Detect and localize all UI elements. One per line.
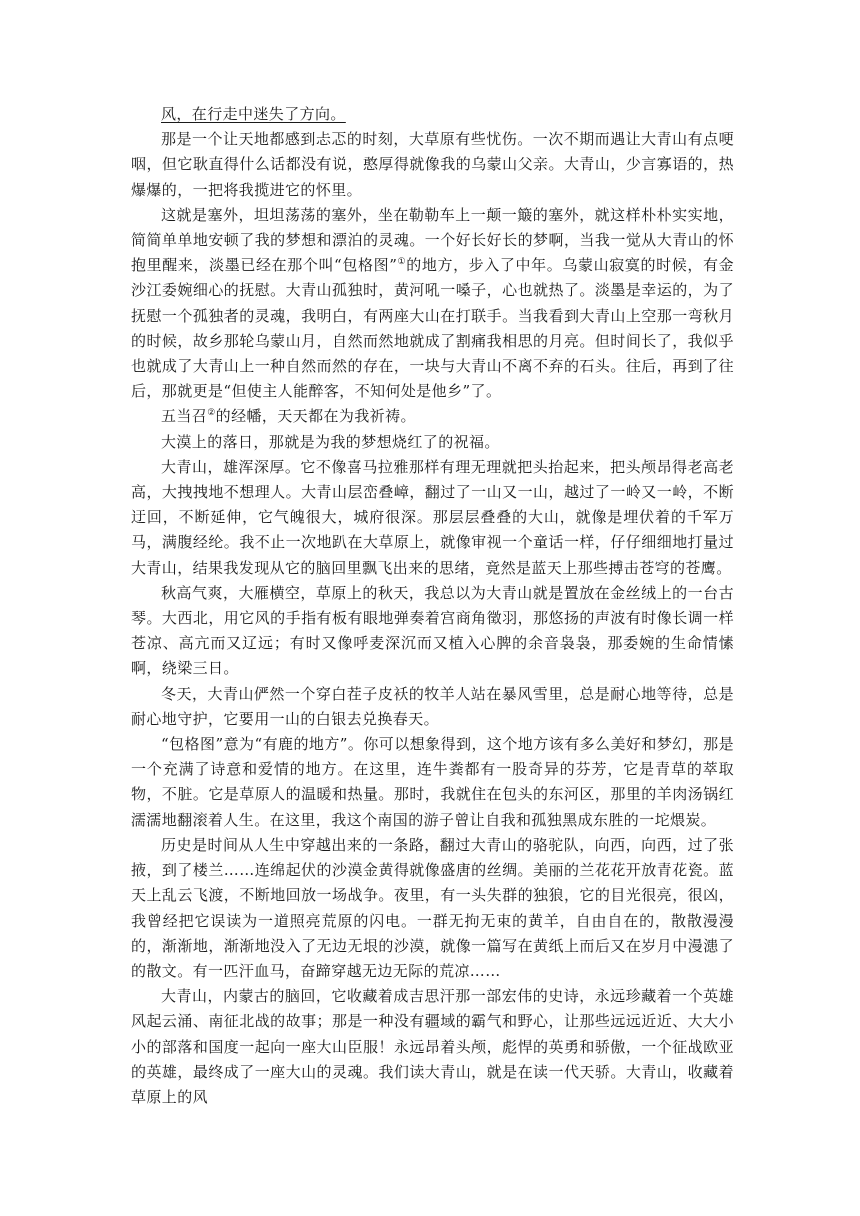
- paragraph-5: 大漠上的落日，那就是为我的梦想烧红了的祝福。: [161, 432, 500, 451]
- document-body: [131, 102, 734, 1110]
- paragraph-6: 大青山，雄浑深厚。它不像喜马拉雅那样有理无理就把头抬起来，把头颅昂得老高老高，大拽拽地不想理人。大青山层峦叠嶂，翻过了一山又一山，越过了一岭又一岭，不断迂回，不断延伸，它气魄很大，城府很深。那层层叠叠的大山，就像是埋伏着的千军万马，满腹经纶。我不止一次地趴在大草原上，就像审视一个童话一样，仔仔细细地打量过大青山，结果我发现从它的脑回里飘飞出来的思绪，竟然是蓝天上那些搏击苍穹的苍鹰。: [131, 457, 734, 577]
- paragraph-7: 秋高气爽，大雁横空，草原上的秋天，我总以为大青山就是置放在金丝绒上的一台古琴。大西北，用它风的手指有板有眼地弹奏着宫商角徵羽，那悠扬的声波有时像长调一样苍凉、高亢而又辽远；有时又像呼麦深沉而又植入心脾的余音袅袅，那委婉的生命情愫啊，绕梁三日。: [131, 583, 734, 678]
- paragraph-3: [131, 203, 734, 405]
- paragraph-2: 那是一个让天地都感到忐忑的时刻，大草原有些忧伤。一次不期而遇让大青山有点哽咽，但它耿直得什么话都没有说，憨厚得就像我的乌蒙山父亲。大青山，少言寡语的，热爆爆的，一把将我揽进它的怀里。: [131, 130, 734, 199]
- paragraph-10: 历史是时间从人生中穿越出来的一条路，翻过大青山的骆驼队，向西，向西，过了张掖，到了楼兰……连绵起伏的沙漠金黄得就像盛唐的丝绸。美丽的兰花花开放青花瓷。蓝天上乱云飞渡，不断地回放一场战争。夜里，有一头失群的独狼，它的目光很亮，很凶，我曾经把它误读为一道照亮荒原的闪电。一群无拘无束的黄羊，自由自在的，散散漫漫的，渐渐地，渐渐地没入了无边无垠的沙漠，就像一篇写在黄纸上而后又在岁月中漫漶了的散文。有一匹汗血马，奋蹄穿越无边无际的荒凉……: [131, 835, 734, 980]
- footnote-marker-1: ①: [397, 257, 407, 268]
- paragraph-1: [131, 102, 734, 127]
- paragraph-11: 大青山，内蒙古的脑回，它收藏着成吉思汗那一部宏伟的史诗，永远珍藏着一个英雄风起云涌、南征北战的故事；那是一种没有疆域的霸气和野心，让那些远远近近、大大小小的部落和国度一起向一座大山臣服！永远昂着头颅，彪悍的英勇和骄傲，一个征战欧亚的英雄，最终成了一座大山的灵魂。我们读大青山，就是在读一代天骄。大青山，收藏着草原上的风: [131, 987, 734, 1106]
- paragraph-4: [131, 404, 734, 429]
- underlined-sentence: 风，在行走中迷失了方向。: [161, 105, 346, 123]
- paragraph-9: “包格图”意为“有鹿的地方”。你可以想象得到，这个地方该有多么美好和梦幻，那是一个充满了诗意和爱情的地方。在这里，连牛粪都有一股奇异的芬芳，它是青草的萃取物，不脏。它是草原人的温暖和热量。那时，我就住在包头的东河区，那里的羊肉汤锅红濡濡地翻滚着人生。在这里，我这个南国的游子曾让自我和孤独黑成东胜的一坨煨炭。: [131, 735, 734, 829]
- paragraph-3-part-b: 的地方，步入了中年。乌蒙山寂寞的时候，有金沙江委婉细心的抚慰。大青山孤独时，黄河吼一嗓子，心也就热了。淡墨是幸运的，为了抚慰一个孤独者的灵魂，我明白，有两座大山在打联手。当我看到大青山上空那一弯秋月的时候，故乡那轮乌蒙山月，自然而然地就成了割痛我相思的月亮。但时间长了，我似乎也就成了大青山上一种自然而然的存在，一块与大青山不离不弃的石头。往后，再到了往后，那就更是“但使主人能醉客，不知何处是他乡”了。: [131, 256, 735, 401]
- paragraph-4-part-b: 的经幡，天天都在为我祈祷。: [215, 407, 416, 426]
- paragraph-4-part-a: 五当召: [161, 407, 208, 426]
- paragraph-3-part-a: 这就是塞外，坦坦荡荡的塞外，坐在勒勒车上一颠一簸的塞外，就这样朴朴实实地，简简单单地安顿了我的梦想和漂泊的灵魂。一个好长好长的梦啊，当我一觉从大青山的怀抱里醒来，淡墨已经在那个叫“包格图”: [131, 205, 734, 275]
- footnote-marker-2: ②: [207, 408, 216, 419]
- paragraph-8: 冬天，大青山俨然一个穿白茬子皮袄的牧羊人站在暴风雪里，总是耐心地等待，总是耐心地守护，它要用一山的白银去兑换春天。: [131, 684, 734, 728]
